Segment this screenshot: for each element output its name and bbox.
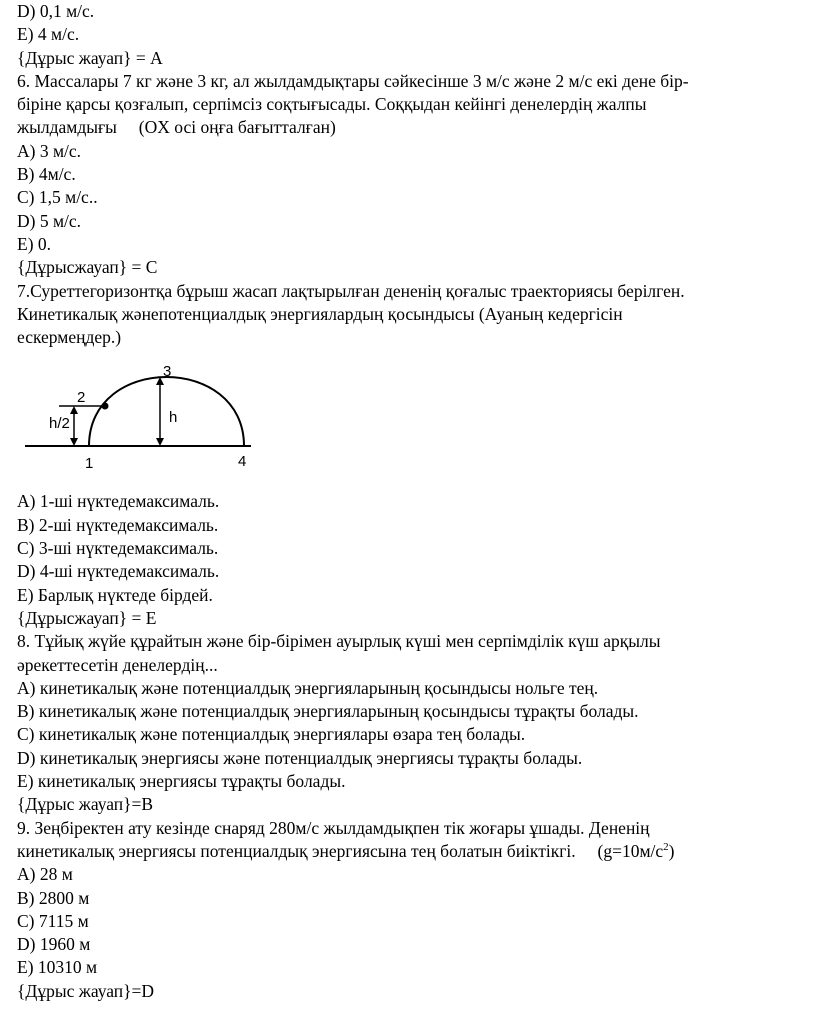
q8-option-d: D) кинетикалық энергиясы және потенциалдық энергиясы тұрақты болады.	[17, 747, 583, 768]
q6-option-d: D) 5 м/с.	[17, 210, 82, 231]
q6-text-line-2: біріне қарсы қозғалып, серпімсіз соқтығысады. Соққыдан кейінгі денелердің жалпы	[17, 94, 647, 115]
point-2-dot	[102, 403, 109, 410]
q7-answer: {Дұрысжауап} = E	[17, 607, 157, 628]
q7-option-c: C) 3-ші нүктедемаксималь.	[17, 538, 219, 559]
q6-answer: {Дұрысжауап} = C	[17, 257, 158, 278]
half-height-label: h/2	[49, 415, 70, 433]
q7-text-line-1: 7.Суреттегоризонтқа бұрыш жасап лақтырылған дененің қоғалыс траекториясы берілген.	[17, 280, 685, 301]
q9-option-b: B) 2800 м	[17, 887, 90, 908]
q9-option-c: C) 7115 м	[17, 910, 89, 931]
q6-option-e: E) 0.	[17, 233, 52, 254]
q5-answer: {Дұрыс жауап} = A	[17, 47, 163, 68]
q9-text-line-1: 9. Зеңбіректен ату кезінде снаряд 280м/с жылдамдықпен тік жоғары ұшады. Дененің	[17, 817, 650, 838]
q8-answer: {Дұрыс жауап}=B	[17, 794, 154, 815]
trajectory-figure	[17, 366, 277, 486]
q5-option-e: E) 4 м/с.	[17, 24, 80, 45]
q6-option-c: C) 1,5 м/с..	[17, 187, 98, 208]
point-4-label: 4	[238, 453, 247, 471]
q8-option-e: E) кинетикалық энергиясы тұрақты болады.	[17, 771, 346, 792]
q7-option-b: B) 2-ші нүктедемаксималь.	[17, 514, 219, 535]
q9-answer: {Дұрыс жауап}=D	[17, 980, 155, 1001]
half-height-arrow-head-down	[70, 438, 78, 446]
q9-text-line-2	[17, 840, 802, 863]
point-2-label: 2	[77, 389, 86, 407]
height-label: h	[169, 409, 178, 427]
q7-option-e: E) Барлық нүктеде бірдей.	[17, 584, 213, 605]
q5-option-d: D) 0,1 м/с.	[17, 1, 95, 21]
q7-text-line-2: Кинетикалық жәнепотенциалдық энергиялардың қосындысы (Ауаның кедергісін	[17, 303, 623, 324]
q8-text-line-1: 8. Тұйық жүйе құрайтын және бір-бірімен ауырлық күші мен серпімділік күш арқылы	[17, 631, 661, 652]
trajectory-diagram	[17, 366, 277, 486]
q8-option-b: B) кинетикалық және потенциалдық энергияларының қосындысы тұрақты болады.	[17, 701, 639, 722]
height-arrow-head-down	[156, 438, 164, 446]
q8-text-line-2: әрекеттесетін денелердің...	[17, 654, 218, 675]
q9-text-line-2-end: )	[668, 840, 675, 861]
q9-option-a: A) 28 м	[17, 864, 73, 885]
q7-option-a: A) 1-ші нүктедемаксималь.	[17, 491, 220, 512]
q6-text-line-3: жылдамдығы (OX осі оңға бағытталған)	[17, 117, 336, 138]
q7-text-line-3: ескермеңдер.)	[17, 327, 122, 348]
q6-option-b: B) 4м/с.	[17, 164, 76, 185]
point-3-label: 3	[163, 366, 172, 381]
q8-option-c: C) кинетикалық және потенциалдық энергиялары өзара тең болады.	[17, 724, 526, 745]
trajectory-arc	[89, 377, 244, 446]
q6-option-a: A) 3 м/с.	[17, 140, 82, 161]
q7-option-d: D) 4-ші нүктедемаксималь.	[17, 561, 220, 582]
q9-text-line-2-main: кинетикалық энергиясы потенциалдық энергиясына тең болатын биіктікгі. (g=10м/с	[17, 840, 664, 861]
q8-option-a: A) кинетикалық және потенциалдық энергияларының қосындысы нольге тең.	[17, 677, 599, 698]
q9-option-d: D) 1960 м	[17, 934, 91, 955]
q6-text-line-1: 6. Массалары 7 кг және 3 кг, ал жылдамдықтары сәйкесінше 3 м/с және 2 м/с екі дене бір-	[17, 70, 689, 91]
half-height-arrow-head-up	[70, 406, 78, 414]
document-page	[17, 0, 802, 1003]
q9-exponent: 2	[663, 841, 669, 854]
q9-option-e: E) 10310 м	[17, 957, 98, 978]
point-1-label: 1	[85, 455, 94, 473]
